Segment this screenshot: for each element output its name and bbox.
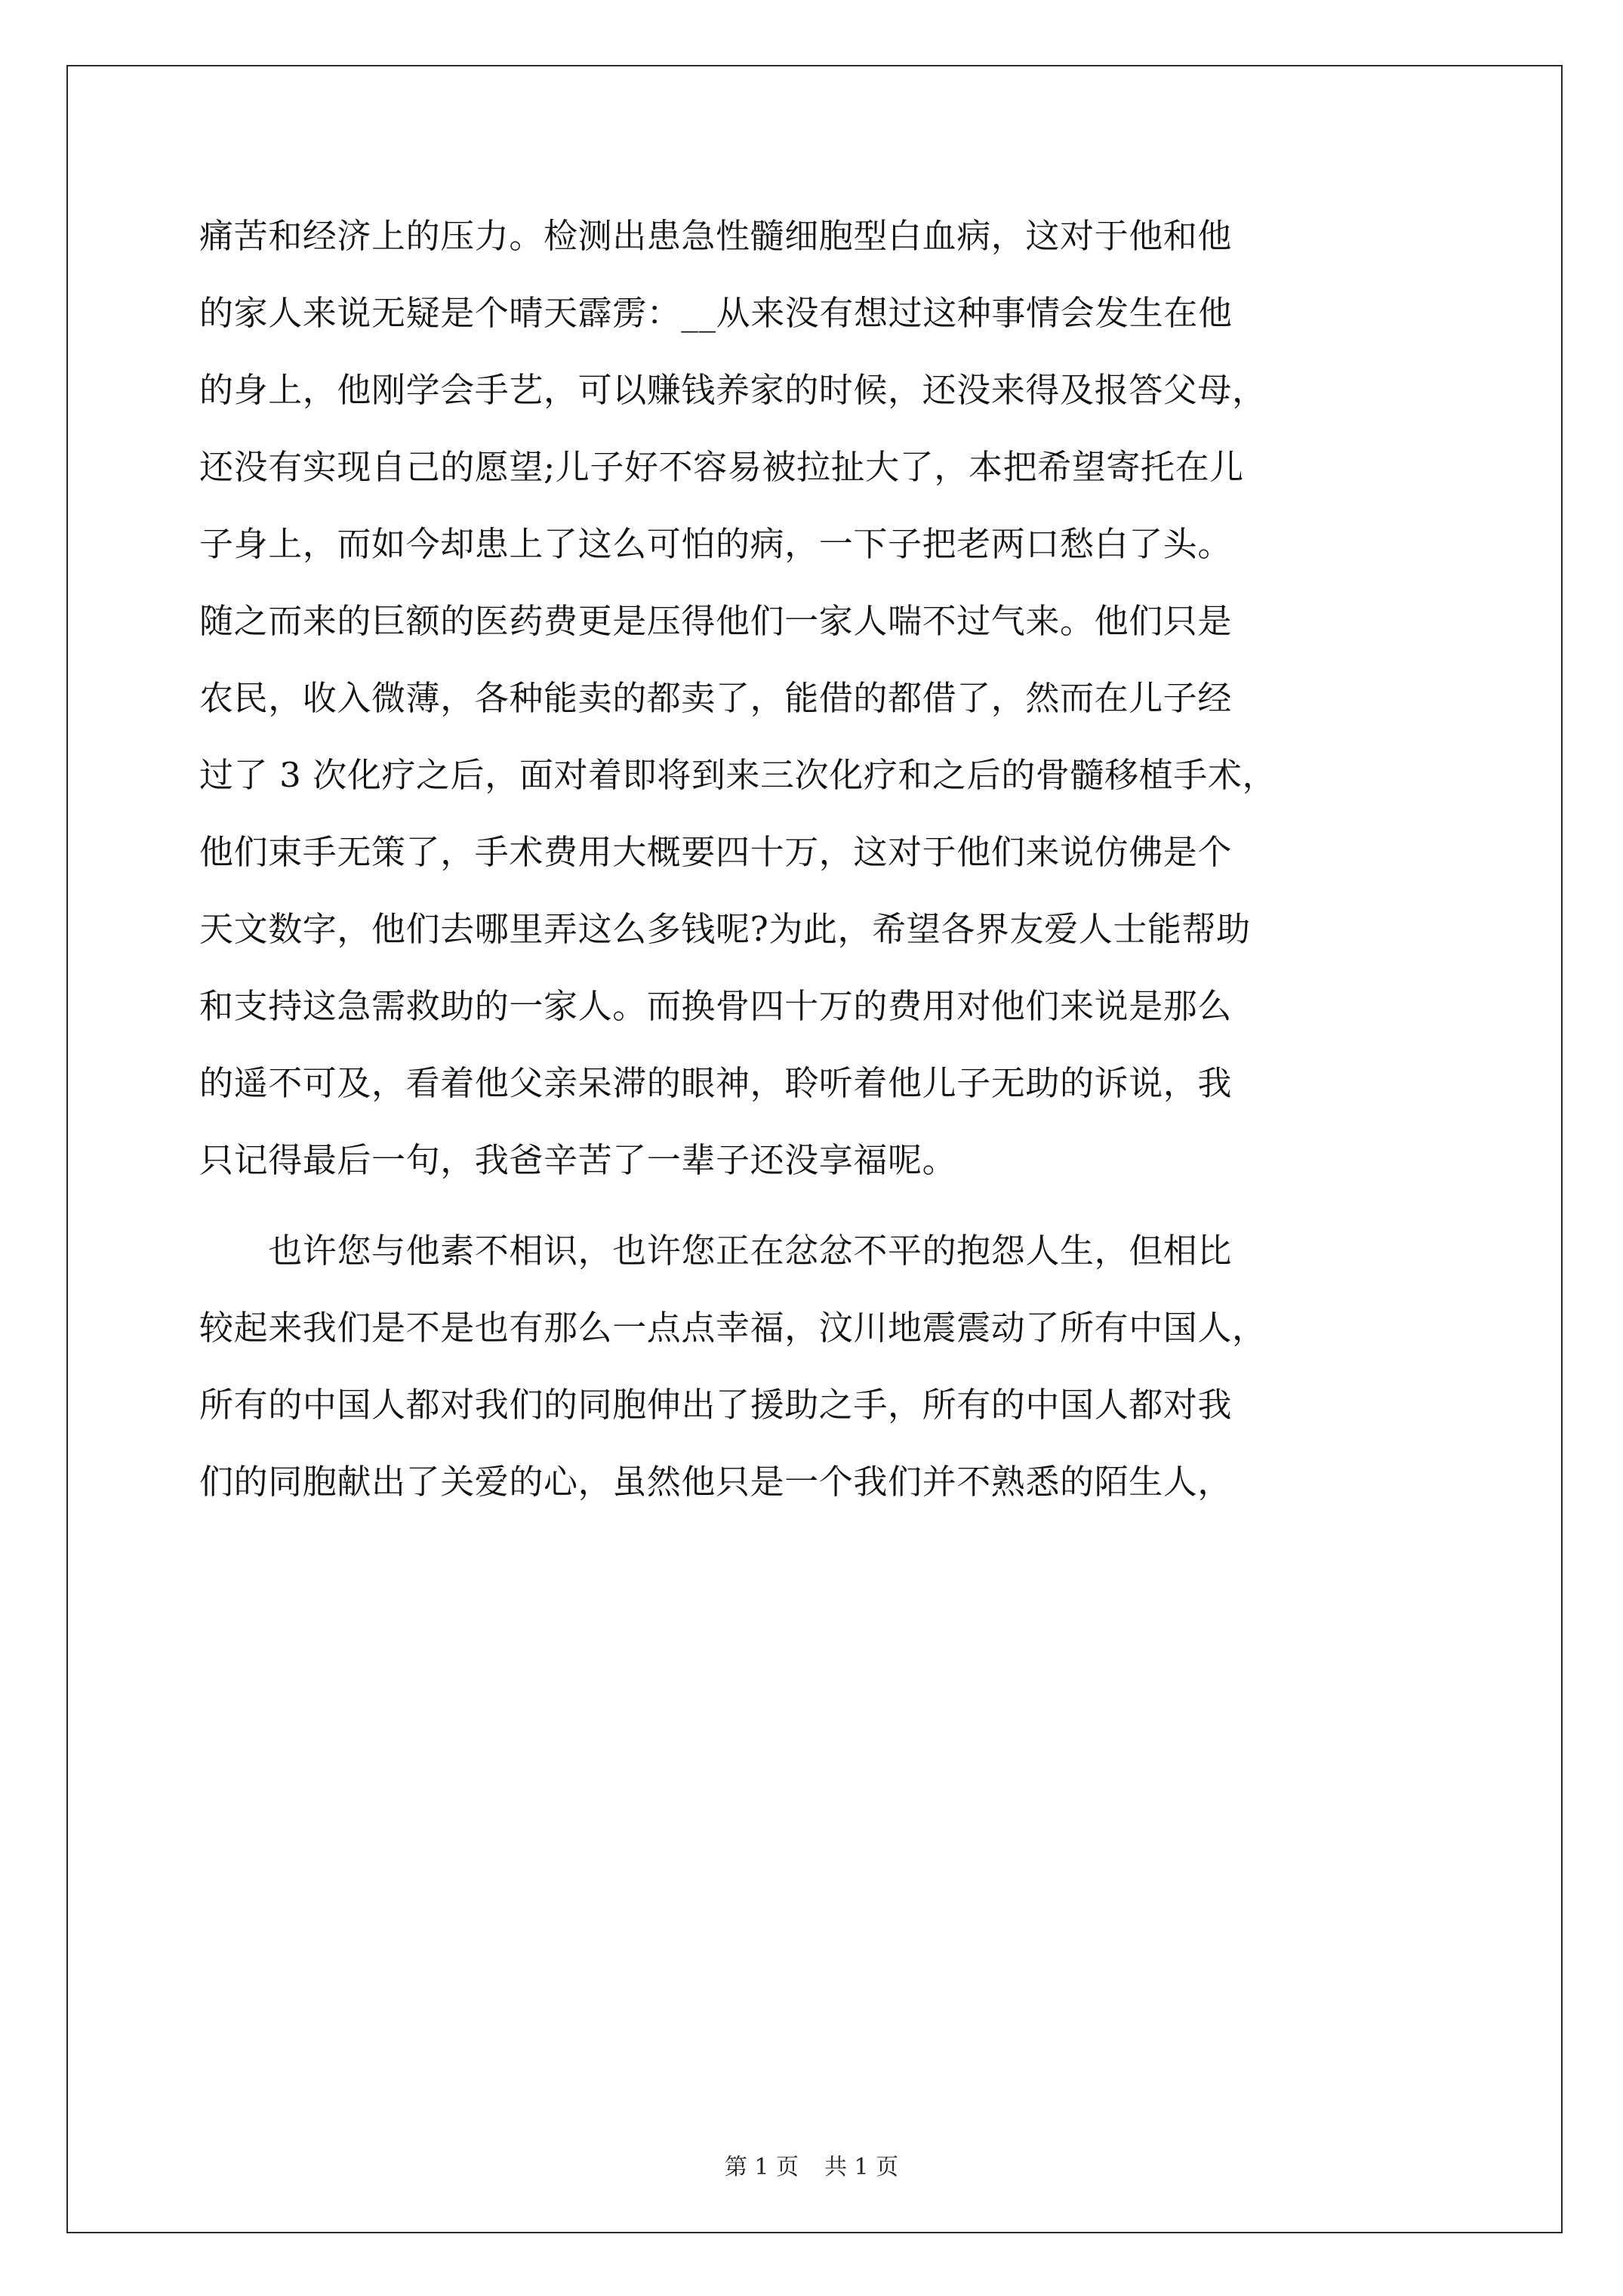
text-line: 随之而来的巨额的医药费更是压得他们一家人喘不过气来。他们只是 bbox=[199, 601, 1233, 641]
text-line: 子身上，而如今却患上了这么可怕的病，一下子把老两口愁白了头。 bbox=[199, 524, 1233, 564]
text-line: 也许您与他素不相识，也许您正在忿忿不平的抱怨人生，但相比 bbox=[199, 1231, 1233, 1271]
text-line: 天文数字，他们去哪里弄这么多钱呢?为此，希望各界友爱人士能帮助 bbox=[199, 909, 1251, 949]
page-footer bbox=[0, 2153, 1623, 2183]
text-line: 痛苦和经济上的压力。检测出患急性髓细胞型白血病，这对于他和他 bbox=[199, 216, 1233, 256]
text-line: 他们束手无策了，手术费用大概要四十万，这对于他们来说仿佛是个 bbox=[199, 832, 1233, 872]
text-line: 的身上，他刚学会手艺，可以赚钱养家的时候，还没来得及报答父母， bbox=[199, 370, 1267, 410]
page-number: 第 1 页 bbox=[724, 2154, 799, 2180]
text-line: 的遥不可及，看着他父亲呆滞的眼神，聆听着他儿子无助的诉说，我 bbox=[199, 1063, 1233, 1103]
text-line: 的家人来说无疑是个晴天霹雳：__从来没有想过这种事情会发生在他 bbox=[199, 293, 1233, 333]
text-line: 还没有实现自己的愿望;儿子好不容易被拉扯大了，本把希望寄托在儿 bbox=[199, 447, 1244, 487]
text-line: 较起来我们是不是也有那么一点点幸福，汶川地震震动了所有中国人， bbox=[199, 1308, 1267, 1348]
text-line: 过了 3 次化疗之后，面对着即将到来三次化疗和之后的骨髓移植手术， bbox=[199, 755, 1277, 795]
text-line: 农民，收入微薄，各种能卖的都卖了，能借的都借了，然而在儿子经 bbox=[199, 678, 1233, 718]
text-line: 所有的中国人都对我们的同胞伸出了援助之手，所有的中国人都对我 bbox=[199, 1385, 1233, 1425]
text-line: 和支持这急需救助的一家人。而换骨四十万的费用对他们来说是那么 bbox=[199, 986, 1233, 1026]
text-line: 们的同胞献出了关爱的心，虽然他只是一个我们并不熟悉的陌生人， bbox=[199, 1462, 1233, 1502]
text-line: 只记得最后一句，我爸辛苦了一辈子还没享福呢。 bbox=[199, 1140, 957, 1180]
page-total: 共 1 页 bbox=[824, 2154, 899, 2180]
